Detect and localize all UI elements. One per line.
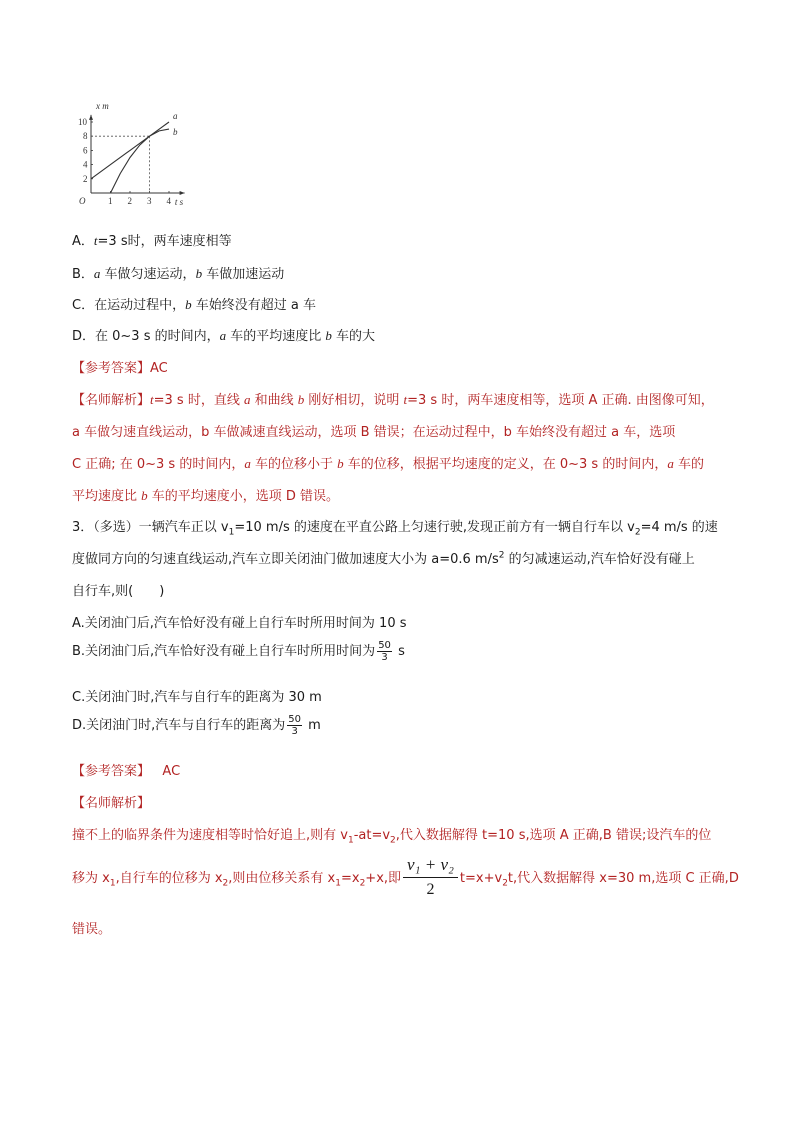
superscript: 2 bbox=[498, 550, 505, 561]
option-d-text: 车的大 bbox=[331, 329, 376, 344]
denominator: 3 bbox=[381, 652, 388, 663]
text: =10 m/s 的速度在平直公路上匀速行驶,发现正前方有一辆自行车以 v bbox=[234, 520, 635, 535]
text: =x bbox=[340, 870, 360, 886]
option-c bbox=[72, 294, 316, 313]
text: C 正确; 在 0~3 s 的时间内， bbox=[72, 457, 245, 472]
denominator: 2 bbox=[426, 881, 435, 898]
option-d-var1: a bbox=[219, 328, 227, 343]
subscript: 2 bbox=[222, 878, 229, 889]
text: ,自行车的位移为 x bbox=[115, 870, 223, 886]
subscript: 1 bbox=[228, 527, 235, 538]
option-b-prefix: B． bbox=[72, 267, 94, 282]
origin-label: O bbox=[79, 196, 86, 206]
text: ,则由位移关系有 x bbox=[228, 870, 336, 886]
explain-q2-line3 bbox=[72, 453, 704, 472]
explain-q3-label: 【名师解析】 bbox=[72, 796, 151, 811]
text: =3 s 时，直线 bbox=[153, 393, 244, 408]
var: t bbox=[403, 392, 408, 407]
denominator: 3 bbox=[291, 726, 298, 737]
x-tick-label: 4 bbox=[166, 196, 171, 206]
fraction bbox=[287, 714, 302, 737]
text: 3．（多选）一辆汽车正以 v bbox=[72, 520, 229, 535]
text: =3 s 时，两车速度相等，选项 A 正确. 由图像可知， bbox=[407, 393, 714, 408]
option-a-text: =3 s时，两车速度相等 bbox=[97, 234, 232, 249]
x-axis-arrow bbox=[180, 191, 185, 195]
series-label-b: b bbox=[173, 127, 178, 138]
option-d-prefix: D．在 0~3 s 的时间内， bbox=[72, 329, 220, 344]
x-tick-label: 3 bbox=[147, 196, 152, 206]
series-label-a: a bbox=[173, 111, 178, 121]
y-tick-label: 2 bbox=[83, 173, 88, 184]
text: 撞不上的临界条件为速度相等时恰好追上,则有 v bbox=[72, 828, 348, 843]
answer-value: AC bbox=[162, 764, 181, 779]
option-a-prefix: A． bbox=[72, 234, 94, 249]
option-a-var: t bbox=[93, 233, 98, 248]
option-a bbox=[72, 230, 232, 249]
text: 车的平均速度小，选项 D 错误。 bbox=[147, 489, 340, 504]
x-t-graph bbox=[70, 100, 200, 212]
var: b bbox=[297, 392, 305, 407]
q3-stem-line3: 自行车,则( ) bbox=[72, 584, 165, 599]
text: +x,即 bbox=[365, 870, 402, 886]
q3-option-a: A.关闭油门后,汽车恰好没有碰上自行车时所用时间为 10 s bbox=[72, 616, 407, 631]
option-b-var1: a bbox=[93, 266, 101, 281]
answer-value: AC bbox=[150, 361, 168, 376]
var: b bbox=[141, 488, 148, 503]
text: =4 m/s 的速 bbox=[640, 520, 718, 535]
q3-stem-line2 bbox=[72, 548, 695, 567]
text: 车的 bbox=[673, 457, 704, 472]
y-tick-label: 4 bbox=[83, 159, 88, 170]
answer-q3 bbox=[72, 760, 180, 779]
text: 和曲线 bbox=[250, 393, 298, 408]
text: 刚好相切，说明 bbox=[304, 393, 404, 408]
text: 移为 x bbox=[72, 870, 110, 886]
explain-q2-line1 bbox=[72, 389, 714, 408]
text: -at=v bbox=[353, 828, 391, 843]
option-c-text: 车始终没有超过 a 车 bbox=[191, 298, 316, 313]
q3-option-d bbox=[72, 714, 321, 737]
subscript: 2 bbox=[359, 878, 366, 889]
subscript: 2 bbox=[634, 527, 641, 538]
y-tick-label: 10 bbox=[78, 117, 87, 127]
option-b-var2: b bbox=[195, 266, 203, 281]
unit: m bbox=[308, 718, 321, 733]
subscript: 1 bbox=[109, 878, 116, 889]
explain-q3-line3: 错误。 bbox=[72, 922, 112, 937]
q3-stem-line1 bbox=[72, 516, 718, 538]
text: t=x+v bbox=[459, 870, 503, 886]
var: a bbox=[667, 456, 674, 471]
option-c-prefix: C．在运动过程中， bbox=[72, 298, 186, 313]
y-tick-label: 8 bbox=[83, 131, 88, 142]
var: t bbox=[150, 392, 154, 407]
explain-q3-line2 bbox=[72, 855, 739, 900]
q3-option-c: C.关闭油门时,汽车与自行车的距离为 30 m bbox=[72, 690, 322, 705]
y-axis-label: x m bbox=[96, 101, 109, 111]
option-d-mid: 车的平均速度比 bbox=[226, 329, 326, 344]
numerator: 50 bbox=[378, 640, 391, 651]
x-tick-label: 1 bbox=[108, 196, 113, 206]
answer-label: 【参考答案】 bbox=[72, 361, 151, 376]
series-line-a bbox=[91, 122, 169, 179]
option-b-mid: 车做匀速运动， bbox=[100, 267, 196, 282]
text: 度做同方向的匀速直线运动,汽车立即关闭油门做加速度大小为 a=0.6 m/s bbox=[72, 552, 499, 567]
text: 车的位移小于 bbox=[250, 457, 338, 472]
y-axis-arrow bbox=[89, 115, 93, 120]
var: b bbox=[337, 456, 344, 471]
answer-q2 bbox=[72, 357, 168, 376]
var: a bbox=[244, 456, 251, 471]
option-c-var: b bbox=[185, 297, 192, 312]
series-line-b bbox=[111, 129, 170, 193]
option-b-text: 车做加速运动 bbox=[202, 267, 285, 282]
fraction bbox=[377, 640, 392, 663]
numerator: v₁ + v₂ bbox=[403, 855, 458, 878]
x-axis-label: t s bbox=[174, 197, 184, 207]
var: a bbox=[243, 392, 251, 407]
subscript: 1 bbox=[347, 835, 354, 846]
option-d-var2: b bbox=[325, 328, 332, 343]
text: t,代入数据解得 x=30 m,选项 C 正确,D bbox=[507, 870, 739, 886]
explain-q3-line1 bbox=[72, 824, 711, 846]
subscript: 2 bbox=[502, 878, 508, 889]
velocity-average-fraction bbox=[403, 855, 458, 900]
answer-label: 【参考答案】 bbox=[72, 764, 151, 779]
subscript: 2 bbox=[390, 835, 396, 846]
text: 的匀减速运动,汽车恰好没有碰上 bbox=[504, 552, 695, 567]
option-d bbox=[72, 325, 375, 344]
x-tick-label: 2 bbox=[127, 196, 132, 206]
subscript: 1 bbox=[335, 878, 341, 889]
text: D.关闭油门时,汽车与自行车的距离为 bbox=[72, 718, 286, 733]
explain-q2-line4 bbox=[72, 485, 339, 504]
y-tick-label: 6 bbox=[83, 145, 88, 156]
q3-option-b bbox=[72, 640, 405, 663]
text: 车的位移，根据平均速度的定义，在 0~3 s 的时间内， bbox=[343, 457, 668, 472]
option-b bbox=[72, 263, 284, 282]
unit: s bbox=[398, 644, 405, 659]
text: ,代入数据解得 t=10 s,选项 A 正确,B 错误;设汽车的位 bbox=[395, 828, 712, 843]
text: B.关闭油门后,汽车恰好没有碰上自行车时所用时间为 bbox=[72, 644, 376, 659]
explain-label: 【名师解析】 bbox=[72, 393, 151, 408]
text: 平均速度比 bbox=[72, 489, 142, 504]
numerator: 50 bbox=[288, 714, 302, 725]
explain-q2-line2: a 车做匀速直线运动，b 车做减速直线运动，选项 B 错误；在运动过程中，b 车始终没有超过 a 车，选项 bbox=[72, 425, 676, 440]
